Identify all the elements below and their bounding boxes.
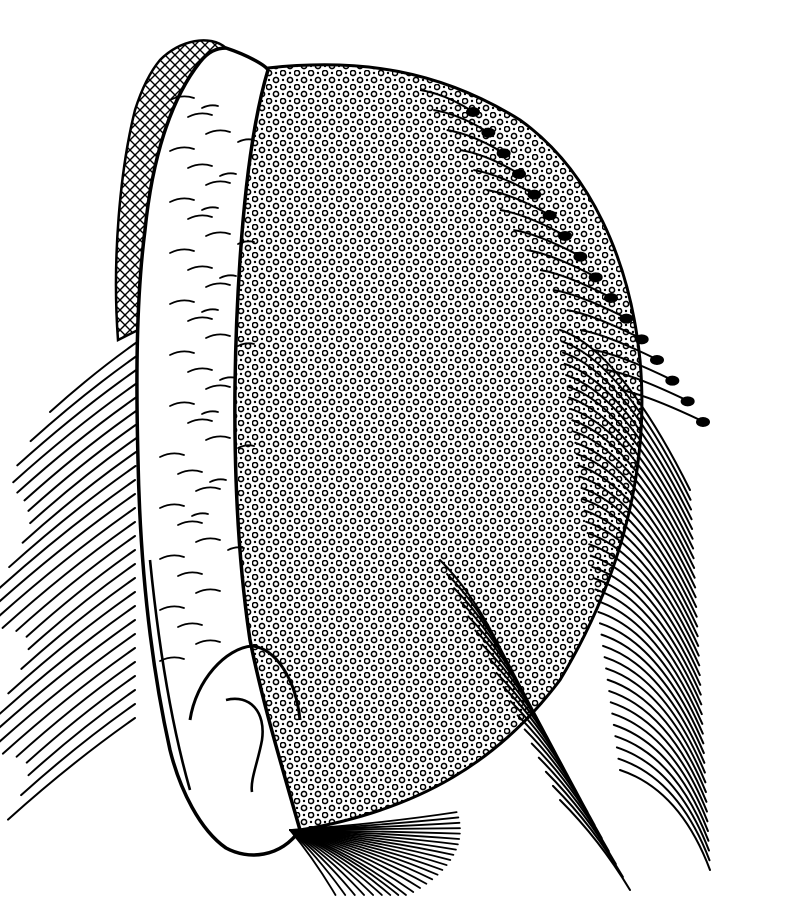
bristle-knob (574, 253, 586, 261)
bristle-knob (697, 418, 709, 426)
left-bristle (13, 382, 138, 482)
bristle-knob (605, 294, 617, 302)
right-bristle (620, 770, 710, 870)
bristle-knob (467, 108, 479, 116)
left-bristle (16, 536, 135, 631)
right-bristle (560, 800, 630, 890)
stippled-pad (235, 65, 642, 830)
bristle-knob (544, 211, 556, 219)
left-bristle (17, 368, 139, 465)
bristle-knob (620, 315, 632, 323)
bristle-knob (666, 377, 678, 385)
bristle-knob (482, 129, 494, 137)
left-bristle (3, 648, 135, 754)
left-bristle (31, 354, 140, 441)
left-bristles (0, 340, 140, 820)
bristle-knob (498, 149, 510, 157)
bristle-knob (651, 356, 663, 364)
bristle-knob (682, 397, 694, 405)
left-bristle (3, 522, 135, 628)
left-bristle (17, 662, 135, 757)
bristle-knob (559, 232, 571, 240)
bristle-knob (513, 170, 525, 178)
left-bristle (9, 466, 135, 567)
bristle-knob (636, 335, 648, 343)
left-bristle (23, 452, 136, 543)
bristle-knob (590, 273, 602, 281)
bristle-knob (528, 191, 540, 199)
left-bristle (25, 410, 138, 500)
